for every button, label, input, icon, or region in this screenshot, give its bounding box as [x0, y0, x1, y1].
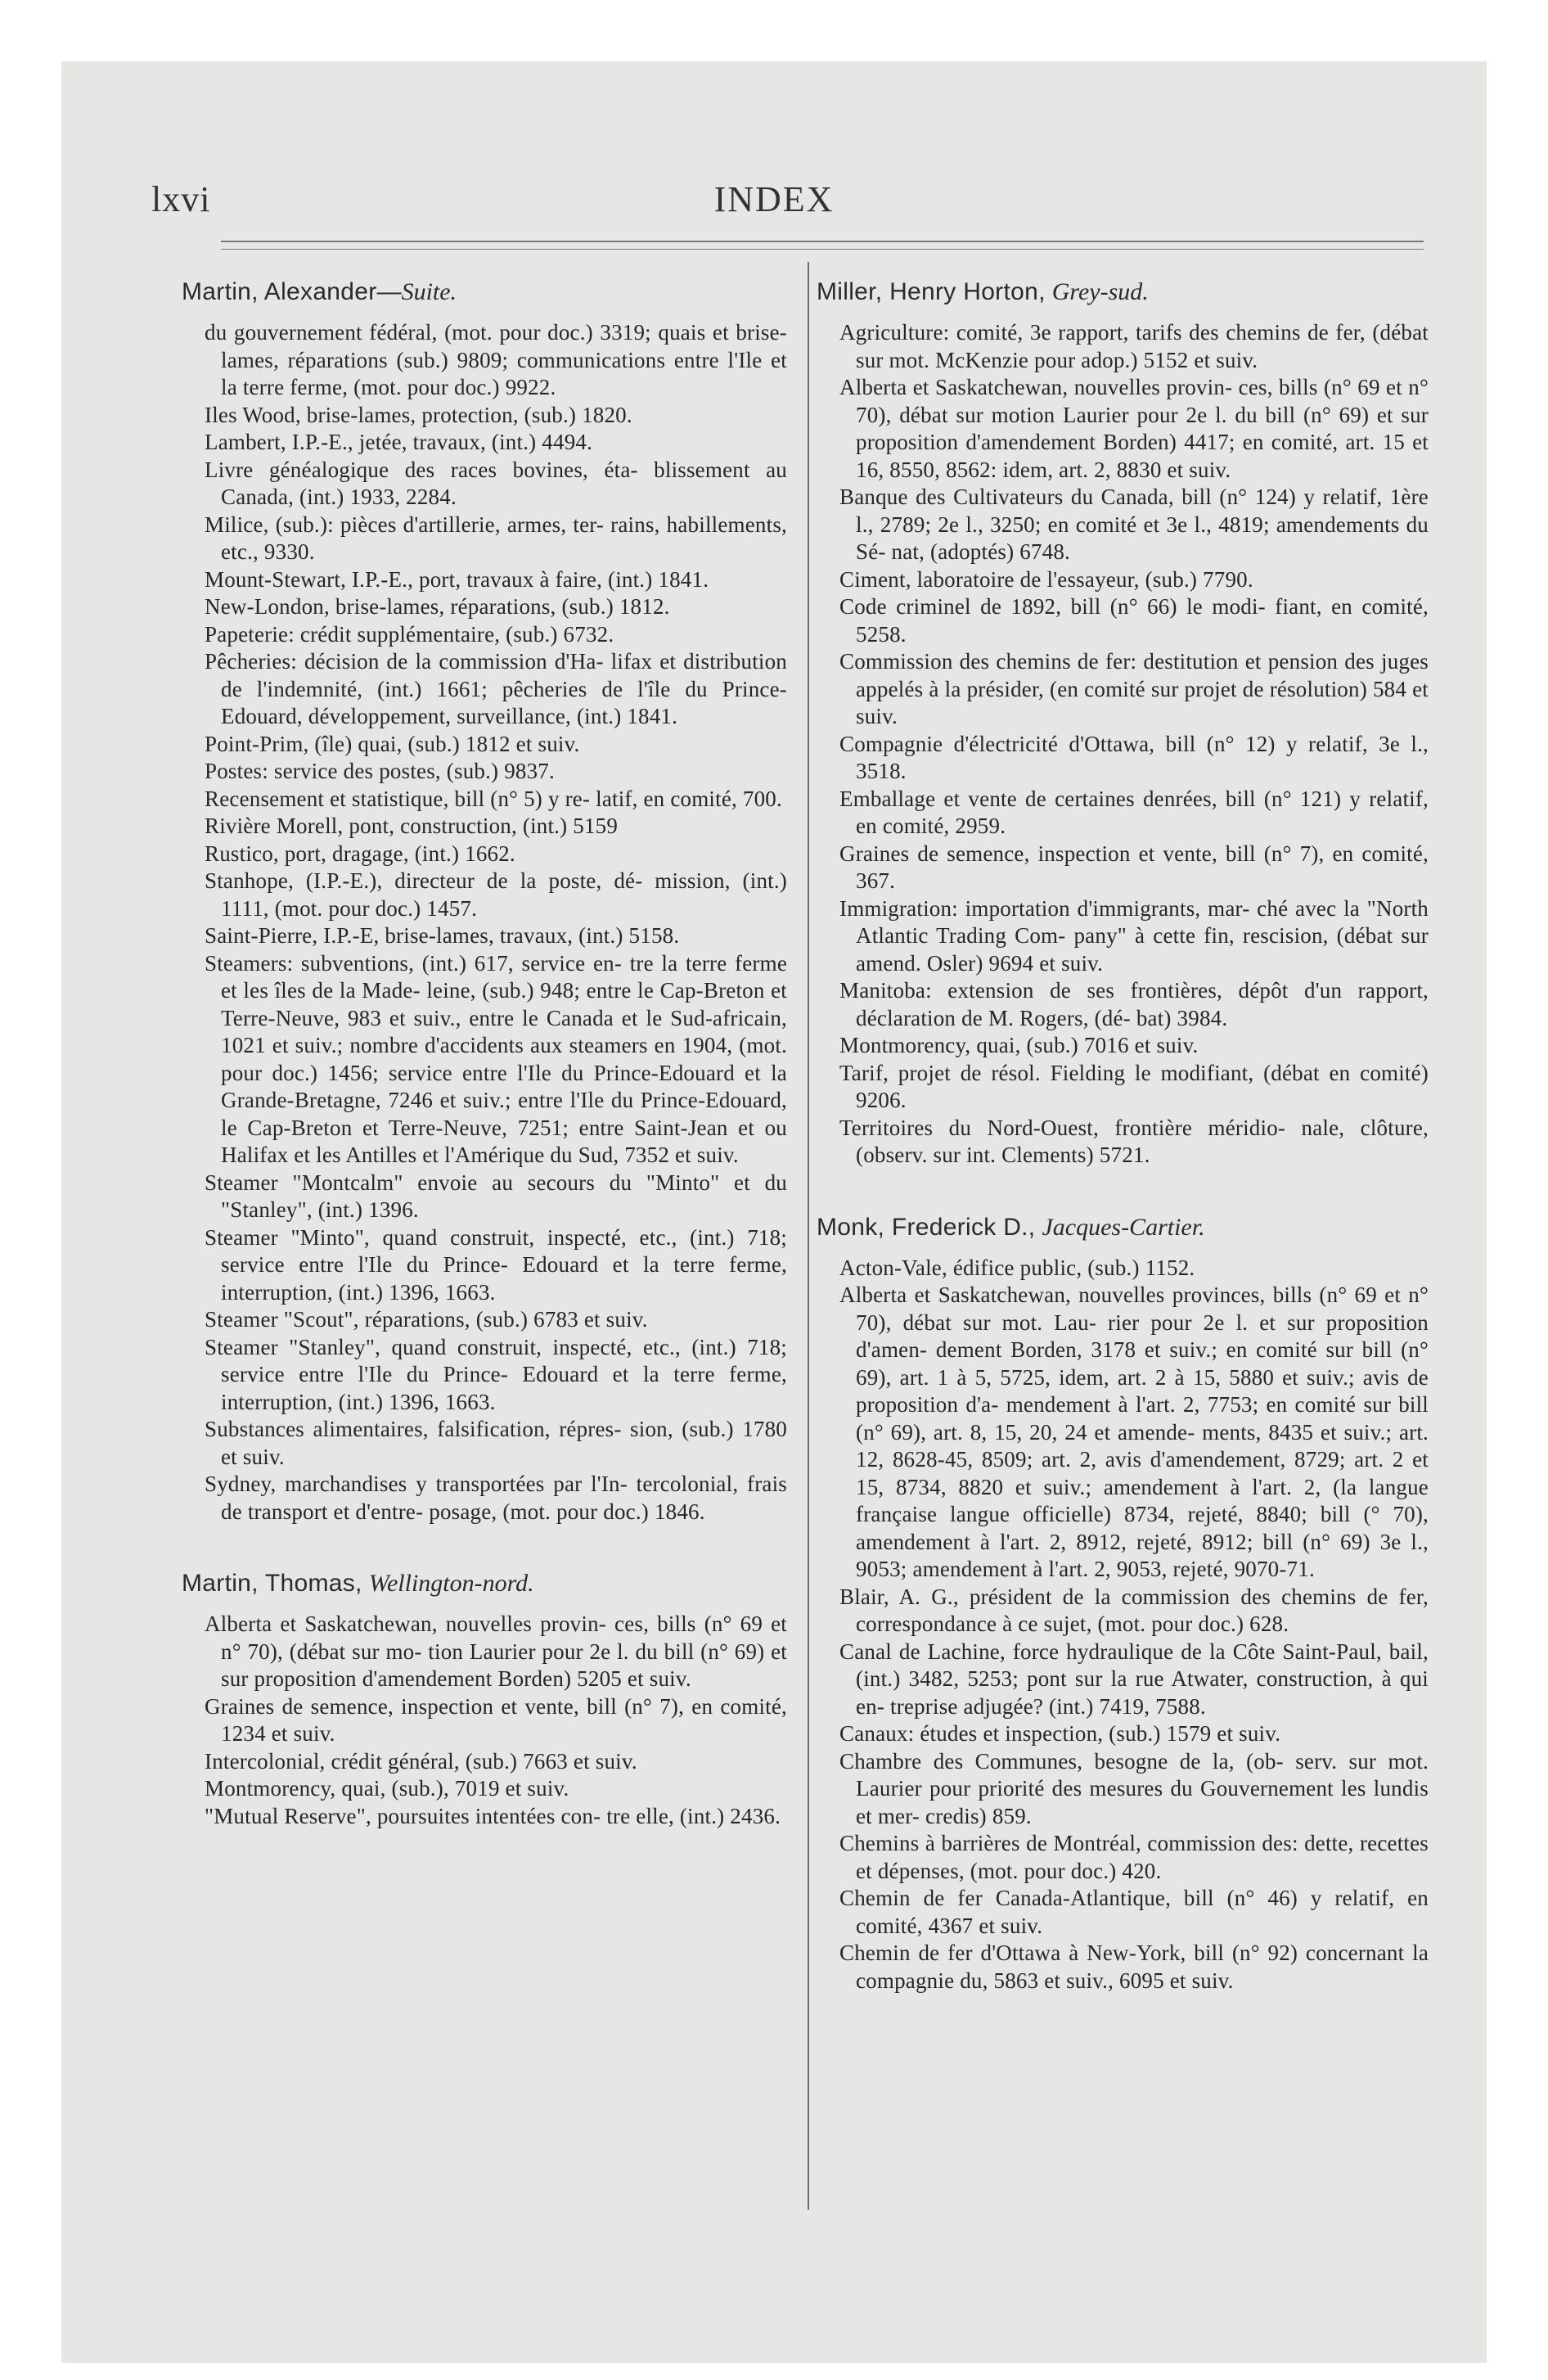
- entry-heading: Miller, Henry Horton, Grey-sud.: [817, 278, 1149, 305]
- index-subitem: Blair, A. G., président de la commission des chemins de fer, correspondance à ce sujet, (mot. pour doc.) 628.: [839, 1584, 1429, 1636]
- index-subitem: Milice, (sub.): pièces d'artillerie, armes, ter- rains, habillements, etc., 9330.: [205, 512, 787, 564]
- index-subitem: Chambre des Communes, besogne de la, (ob- serv. sur mot. Laurier pour priorité des mesures du Gouvernement les lundis et mer- credis) 859.: [839, 1748, 1429, 1828]
- index-subitem: Banque des Cultivateurs du Canada, bill (n° 124) y relatif, 1ère l., 2789; 2e l., 3250; en comité et 3e l., 4819; amendements du Sé- nat, (adoptés) 6748.: [839, 485, 1429, 564]
- index-subitem: Chemin de fer Canada-Atlantique, bill (n° 46) y relatif, en comité, 4367 et suiv.: [839, 1886, 1429, 1938]
- index-subitem: Postes: service des postes, (sub.) 9837.: [205, 759, 555, 783]
- entry-subitems: [817, 1255, 1429, 1995]
- member-riding: Jacques-Cartier.: [1042, 1213, 1205, 1241]
- index-subitem: Montmorency, quai, (sub.) 7016 et suiv.: [839, 1033, 1199, 1057]
- index-subitem: Alberta et Saskatchewan, nouvelles provin- ces, bills (n° 69 et n° 70), (débat sur mo- tion Laurier pour 2e l. du bill (n° 69) et sur proposition d'amendement Borden) 5205 et suiv.: [205, 1611, 787, 1691]
- index-subitem: Papeterie: crédit supplémentaire, (sub.) 6732.: [205, 621, 614, 647]
- member-riding: Wellington-nord.: [368, 1570, 534, 1597]
- entry-subitems: [182, 1611, 787, 1830]
- index-subitem: Manitoba: extension de ses frontières, dépôt d'un rapport, déclaration de M. Rogers, (dé- bat) 3984.: [839, 978, 1429, 1030]
- index-subitem: Steamer "Montcalm" envoie au secours du "Minto" et du "Stanley", (int.) 1396.: [205, 1170, 787, 1222]
- index-subitem: Rustico, port, dragage, (int.) 1662.: [205, 841, 515, 866]
- member-name: Martin, Alexander: [182, 278, 377, 305]
- index-entry: [817, 1212, 1429, 1995]
- index-subitem: Commission des chemins de fer: destitution et pension des juges appelés à la présider, (en comité sur projet de résolution) 584 et suiv.: [839, 649, 1429, 728]
- index-subitem: Substances alimentaires, falsification, répres- sion, (sub.) 1780 et suiv.: [205, 1417, 787, 1469]
- index-subitem: Steamer "Scout", réparations, (sub.) 6783 et suiv.: [205, 1307, 648, 1332]
- index-subitem: Recensement et statistique, bill (n° 5) y re- latif, en comité, 700.: [205, 786, 782, 811]
- index-subitem: Acton-Vale, édifice public, (sub.) 1152.: [839, 1255, 1195, 1280]
- member-riding: Grey-sud.: [1051, 278, 1149, 305]
- index-subitem: Stanhope, (I.P.-E.), directeur de la poste, dé- mission, (int.) 1111, (mot. pour doc.) 1457.: [205, 868, 787, 921]
- member-name: Martin, Thomas: [182, 1570, 356, 1597]
- index-subitem: Livre généalogique des races bovines, éta- blissement au Canada, (int.) 1933, 2284.: [205, 457, 787, 509]
- index-subitem: Code criminel de 1892, bill (n° 66) le modi- fiant, en comité, 5258.: [839, 594, 1429, 647]
- index-subitem: Chemins à barrières de Montréal, commission des: dette, recettes et dépenses, (mot. pour doc.) 420.: [839, 1831, 1429, 1883]
- index-subitem: Intercolonial, crédit général, (sub.) 7663 et suiv.: [205, 1748, 637, 1774]
- header-rule-thin: [221, 249, 1424, 250]
- index-subitem: Rivière Morell, pont, construction, (int.) 5159: [205, 814, 619, 838]
- index-subitem: Steamer "Stanley", quand construit, inspecté, etc., (int.) 718; service entre l'Ile du Prince- Edouard et la terre ferme, interruption, (int.) 1396, 1663.: [205, 1334, 787, 1414]
- index-subitem: Immigration: importation d'immigrants, mar- ché avec la "North Atlantic Trading Com- pany" à cette fin, rescision, (débat sur amend. Osler) 9694 et suiv.: [839, 895, 1429, 976]
- member-name: Miller, Henry Horton: [817, 278, 1039, 305]
- entry-subitems: [817, 319, 1429, 1170]
- index-subitem: Ciment, laboratoire de l'essayeur, (sub.) 7790.: [839, 566, 1253, 592]
- index-subitem: Montmorency, quai, (sub.), 7019 et suiv.: [205, 1776, 569, 1801]
- left-column: [182, 277, 787, 1873]
- index-subitem: Canal de Lachine, force hydraulique de la Côte Saint-Paul, bail, (int.) 3482, 5253; pont sur la rue Atwater, construction, à qui en- treprise adjugée? (int.) 7419, 7588.: [839, 1639, 1429, 1719]
- index-subitem: Saint-Pierre, I.P.-E, brise-lames, travaux, (int.) 5158.: [205, 923, 680, 948]
- member-riding: Suite.: [401, 278, 457, 305]
- member-name: Monk, Frederick D.: [817, 1213, 1028, 1241]
- index-subitem: Pêcheries: décision de la commission d'Ha- lifax et distribution de l'indemnité, (int.) 1661; pêcheries de l'île du Prince-Edouard, développement, surveillance, (int.) 1841.: [205, 649, 787, 728]
- index-subitem: Alberta et Saskatchewan, nouvelles provinces, bills (n° 69 et n° 70), débat sur mot. Lau- rier pour 2e l. et sur proposition d'amen- dement Borden, 3178 et suiv.; en comité sur bill (n° 69), art. 1 à 5, 5725, idem, art. 2 à 15, 5880 et suiv.; avis de proposition d'a- mendement à l'art. 2, 7753; en comité sur bill (n° 69), art. 8, 15, 20, 24 et amende- ments, 8435 et suiv.; art. 12, 8628-45, 8509; art. 2, avis d'amendement, 8729; art. 2 et 15, 8734, 8820 et suiv.; amendement à l'art. 2, (la langue française langue officielle) 8734, rejeté, 8840; bill (° 70), amendement à l'art. 2, 8912, rejeté, 8912; bill (n° 69) 3e l., 9053; amendement à l'art. 2, 9053, rejeté, 9070-71.: [839, 1282, 1429, 1581]
- column-divider: [808, 262, 809, 2210]
- page-number: lxvi: [151, 179, 211, 219]
- right-column: [817, 277, 1429, 2037]
- index-entry: [182, 1568, 787, 1830]
- index-subitem: Chemin de fer d'Ottawa à New-York, bill (n° 92) concernant la compagnie du, 5863 et suiv., 6095 et suiv.: [839, 1941, 1429, 1993]
- index-subitem: Emballage et vente de certaines denrées, bill (n° 121) y relatif, en comité, 2959.: [839, 786, 1429, 838]
- entry-heading: Martin, Alexander—Suite.: [182, 278, 457, 305]
- entry-subitems: [182, 319, 787, 1526]
- index-subitem: Territoires du Nord-Ouest, frontière méridio- nale, clôture, (observ. sur int. Clements) 5721.: [839, 1115, 1429, 1167]
- index-subitem: Sydney, marchandises y transportées par l'In- tercolonial, frais de transport et d'entre- posage, (mot. pour doc.) 1846.: [205, 1472, 787, 1524]
- index-subitem: Mount-Stewart, I.P.-E., port, travaux à faire, (int.) 1841.: [205, 566, 709, 592]
- index-subitem: Steamers: subventions, (int.) 617, service en- tre la terre ferme et les îles de la Made- leine, (sub.) 948; entre le Cap-Breton et Terre-Neuve, 983 et suiv., entre le Canada et le Sud-africain, 1021 et suiv.; nombre d'accidents aux steamers en 1904, (mot. pour doc.) 1456; service entre l'Ile du Prince-Edouard et la Grande-Bretagne, 7246 et suiv.; entre l'Ile du Prince-Edouard, le Cap-Breton et Terre-Neuve, 7251; entre Saint-Jean et ou Halifax et les Antilles et l'Amérique du Sud, 7352 et suiv.: [205, 950, 787, 1167]
- index-subitem: Steamer "Minto", quand construit, inspecté, etc., (int.) 718; service entre l'Ile du Prince- Edouard et la terre ferme, interruption, (int.) 1396, 1663.: [205, 1224, 787, 1305]
- index-subitem: Canaux: études et inspection, (sub.) 1579 et suiv.: [839, 1721, 1281, 1746]
- index-subitem: Graines de semence, inspection et vente, bill (n° 7), en comité, 1234 et suiv.: [205, 1693, 787, 1746]
- index-subitem: New-London, brise-lames, réparations, (sub.) 1812.: [205, 594, 670, 619]
- index-subitem: Graines de semence, inspection et vente, bill (n° 7), en comité, 367.: [839, 841, 1429, 893]
- index-subitem: "Mutual Reserve", poursuites intentées con- tre elle, (int.) 2436.: [205, 1803, 781, 1828]
- index-subitem: Alberta et Saskatchewan, nouvelles provin- ces, bills (n° 69 et n° 70), débat sur motion Laurier pour 2e l. du bill (n° 69) et sur proposition d'amendement Borden) 4417; en comité, art. 15 et 16, 8550, 8562: idem, art. 2, 8830 et suiv.: [839, 375, 1429, 482]
- header-rule: [221, 241, 1424, 242]
- index-subitem: Iles Wood, brise-lames, protection, (sub.) 1820.: [205, 402, 632, 427]
- index-subitem: du gouvernement fédéral, (mot. pour doc.) 3319; quais et brise-lames, réparations (sub.) 9809; communications entre l'Ile et la terre ferme, (mot. pour doc.) 9922.: [205, 320, 787, 399]
- index-subitem: Compagnie d'électricité d'Ottawa, bill (n° 12) y relatif, 3e l., 3518.: [839, 731, 1429, 783]
- index-subitem: Agriculture: comité, 3e rapport, tarifs des chemins de fer, (débat sur mot. McKenzie pour adop.) 5152 et suiv.: [839, 320, 1429, 372]
- index-subitem: Point-Prim, (île) quai, (sub.) 1812 et suiv.: [205, 731, 580, 756]
- entry-heading: Monk, Frederick D., Jacques-Cartier.: [817, 1213, 1205, 1241]
- index-entry: [182, 277, 787, 1526]
- entry-heading: Martin, Thomas, Wellington-nord.: [182, 1570, 534, 1597]
- index-subitem: Tarif, projet de résol. Fielding le modifiant, (débat en comité) 9206.: [839, 1060, 1429, 1112]
- page-title: INDEX: [713, 179, 835, 219]
- index-subitem: Lambert, I.P.-E., jetée, travaux, (int.) 4494.: [205, 430, 593, 454]
- index-entry: [817, 277, 1429, 1170]
